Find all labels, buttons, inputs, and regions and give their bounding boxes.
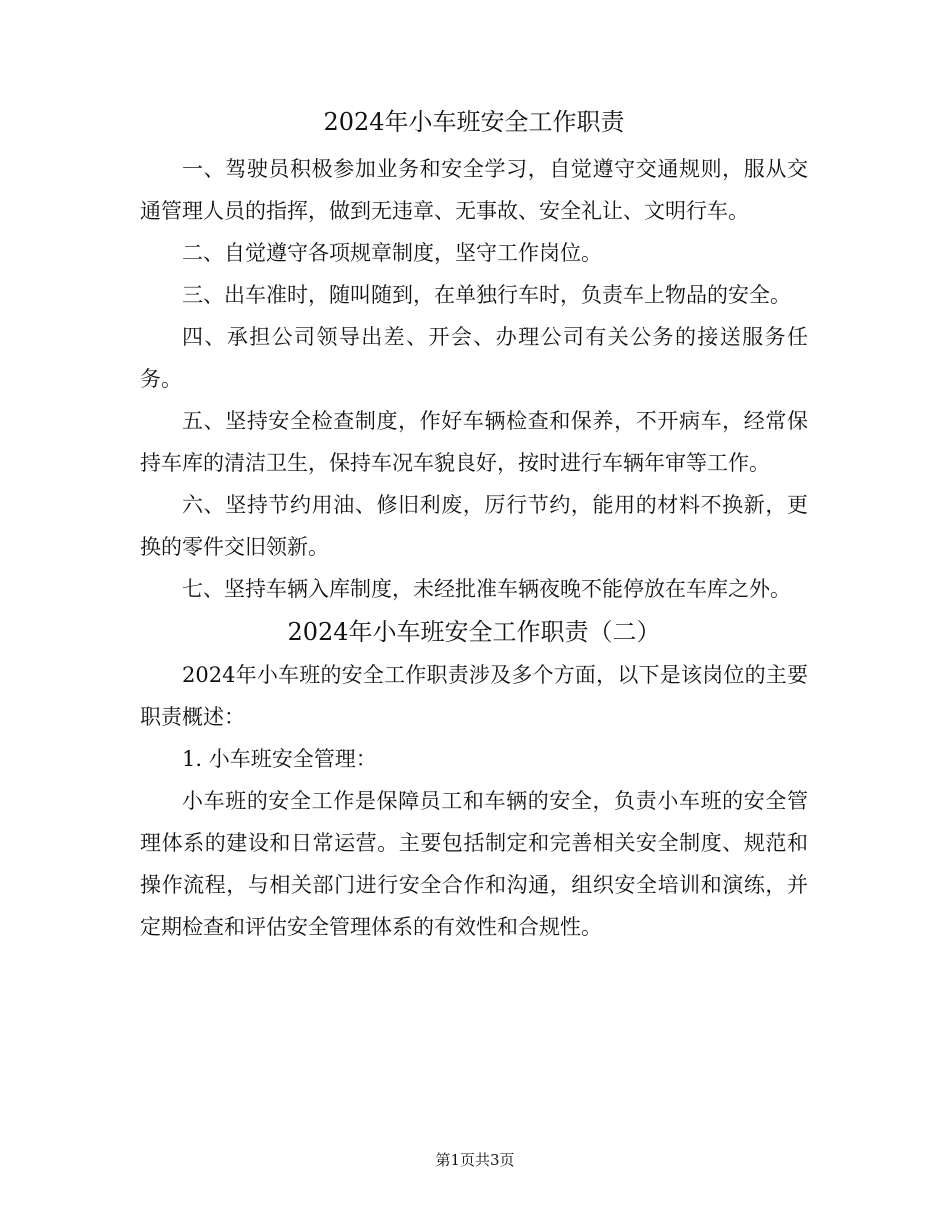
paragraph: 二、自觉遵守各项规章制度，坚守工作岗位。 bbox=[182, 241, 602, 265]
paragraph: 三、出车准时，随叫随到，在单独行车时，负责车上物品的安全。 bbox=[182, 283, 791, 307]
document-body bbox=[140, 100, 808, 948]
section-title-2: 2024年小车班安全工作职责（二） bbox=[287, 618, 661, 646]
paragraph: 四、承担公司领导出差、开会、办理公司有关公务的接送服务任务。 bbox=[140, 325, 808, 391]
paragraph: 五、坚持安全检查制度，作好车辆检查和保养，不开病车，经常保持车库的清洁卫生，保持车况车貌良好，按时进行车辆年审等工作。 bbox=[140, 409, 808, 475]
paragraph: 1. 小车班安全管理： bbox=[182, 747, 377, 771]
paragraph: 六、坚持节约用油、修旧利废，厉行节约，能用的材料不换新，更换的零件交旧领新。 bbox=[140, 493, 808, 559]
paragraph: 七、坚持车辆入库制度，未经批准车辆夜晚不能停放在车库之外。 bbox=[182, 577, 791, 601]
paragraph: 一、驾驶员积极参加业务和安全学习，自觉遵守交通规则，服从交通管理人员的指挥，做到无违章、无事故、安全礼让、文明行车。 bbox=[140, 157, 808, 223]
paragraph: 小车班的安全工作是保障员工和车辆的安全，负责小车班的安全管理体系的建设和日常运营。主要包括制定和完善相关安全制度、规范和操作流程，与相关部门进行安全合作和沟通，组织安全培训和演练，并定期检查和评估安全管理体系的有效性和合规性。 bbox=[140, 789, 808, 939]
page-number-footer: 第1页共3页 bbox=[435, 1151, 515, 1169]
paragraph: 2024年小车班的安全工作职责涉及多个方面，以下是该岗位的主要职责概述： bbox=[140, 663, 808, 729]
section-title-1: 2024年小车班安全工作职责 bbox=[323, 108, 625, 136]
